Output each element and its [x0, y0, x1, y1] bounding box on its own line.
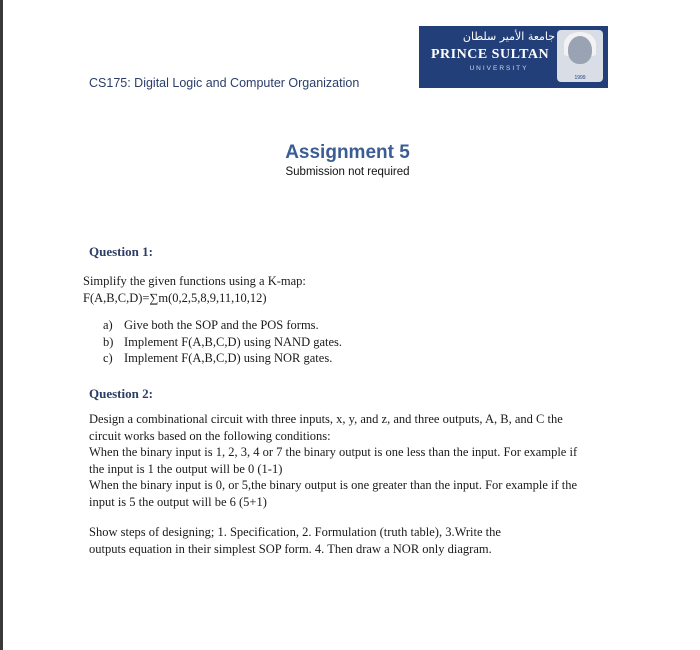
text-line: input is 5 the output will be 6 (5+1): [89, 494, 267, 509]
portrait-face: [568, 36, 592, 64]
list-item: [103, 350, 342, 367]
question-2-body: [89, 411, 639, 510]
list-marker: c): [103, 351, 113, 365]
question-2-heading: Question 2:: [89, 386, 153, 401]
list-marker: a): [103, 318, 113, 332]
assignment-title: Assignment 5: [285, 142, 410, 163]
text-line: When the binary input is 0, or 5,the binary output is one greater than the input. For example if the: [89, 478, 578, 492]
left-border: [0, 0, 3, 650]
text-line: circuit works based on the following conditions:: [89, 428, 331, 443]
list-marker: b): [103, 334, 114, 349]
question-1-intro: Simplify the given functions using a K-map:: [83, 274, 306, 288]
text-line: When the binary input is 1, 2, 3, 4 or 7 the binary output is one less than the input. For example if: [89, 445, 578, 459]
question-1-task-list: [103, 317, 342, 367]
list-item-text: Implement F(A,B,C,D) using NAND gates.: [124, 334, 343, 349]
logo-subtitle: UNIVERSITY: [469, 65, 529, 72]
list-item-text: Give both the SOP and the POS forms.: [124, 318, 319, 332]
question-1-function: F(A,B,C,D)=∑m(0,2,5,8,9,11,10,12): [83, 290, 267, 305]
list-item: [103, 334, 342, 351]
text-line: outputs equation in their simplest SOP form. 4. Then draw a NOR only diagram.: [89, 541, 492, 556]
assignment-subtitle: Submission not required: [285, 166, 410, 178]
question-1-heading: Question 1:: [89, 244, 153, 259]
question-2-design-steps: [89, 524, 639, 557]
founder-portrait-icon: [557, 30, 603, 82]
list-item-text: Implement F(A,B,C,D) using NOR gates.: [124, 351, 333, 365]
logo-arabic-text: جامعة الأمير سلطان: [462, 30, 556, 43]
university-logo: [419, 26, 608, 88]
text-line: Show steps of designing; 1. Specification, 2. Formulation (truth table), 3.Write the: [89, 525, 501, 539]
question-1-prompt: [83, 273, 306, 306]
text-line: Design a combinational circuit with three inputs, x, y, and z, and three outputs, A, B, and C the: [89, 412, 563, 426]
list-item: [103, 317, 342, 334]
course-title: CS175: Digital Logic and Computer Organization: [89, 76, 360, 90]
text-line: the input is 1 the output will be 0 (1-1): [89, 461, 283, 476]
logo-year: 1999: [574, 75, 586, 81]
logo-name: PRINCE SULTAN: [431, 47, 550, 62]
